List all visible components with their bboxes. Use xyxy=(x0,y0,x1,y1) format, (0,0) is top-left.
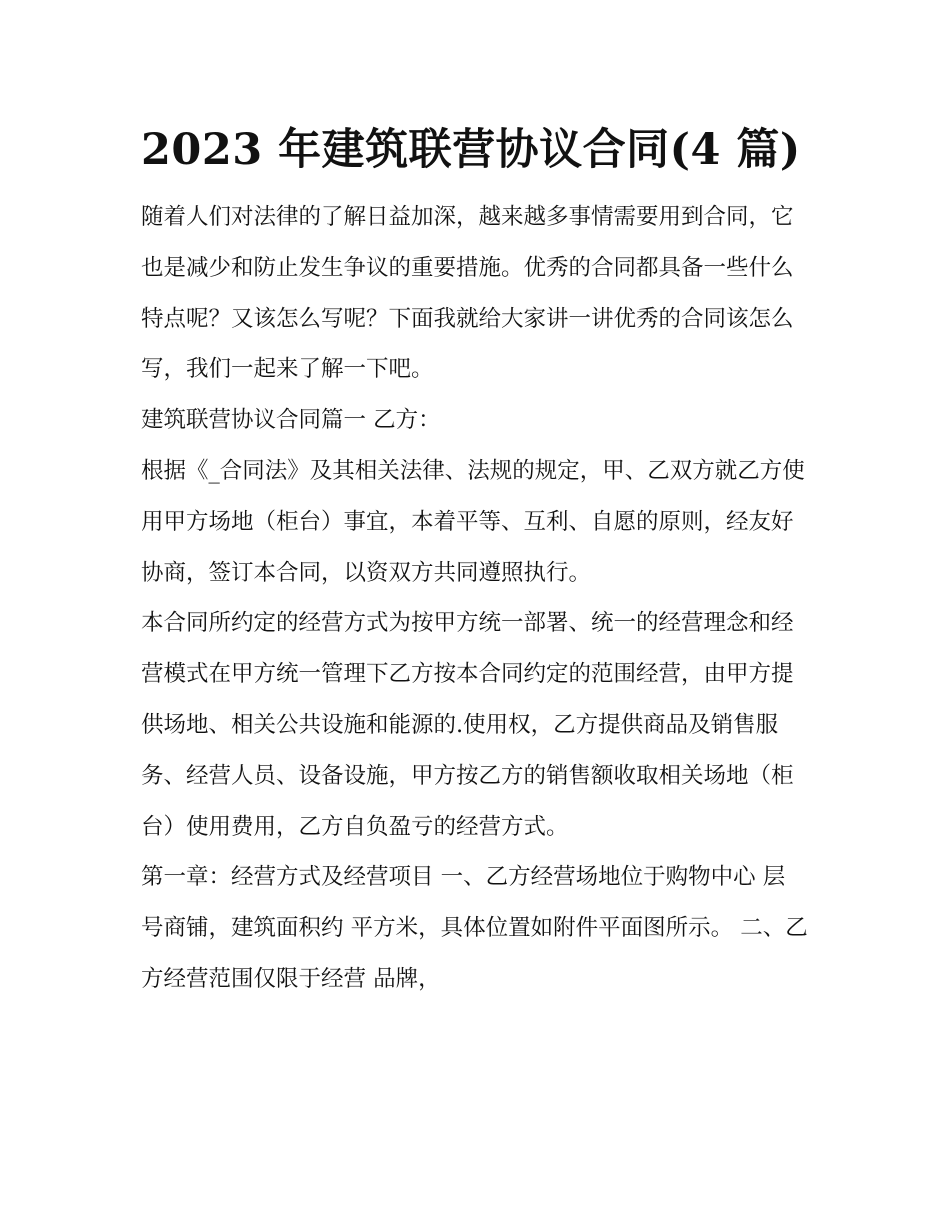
document-body xyxy=(141,118,813,1005)
paragraph-business-mode: 本合同所约定的经营方式为按甲方统一部署、统一的经营理念和经营模式在甲方统一管理下乙方按本合同约定的范围经营，由甲方提供场地、相关公共设施和能源的.使用权，乙方提供商品及销售服务、经营人员、设备设施，甲方按乙方的销售额收取相关场地（柜台）使用费用，乙方自负盈亏的经营方式。 xyxy=(141,610,794,840)
paragraph-chapter-one: 第一章：经营方式及经营项目 一、乙方经营场地位于购物中心 层 号商铺，建筑面积约 平方米，具体位置如附件平面图所示。 二、乙方经营范围仅限于经营 品牌， xyxy=(141,864,808,992)
paragraph-section-heading: 建筑联营协议合同篇一 乙方： xyxy=(141,407,441,434)
paragraph-legal-basis: 根据《_合同法》及其相关法律、法规的规定，甲、乙双方就乙方使用甲方场地（柜台）事宜，本着平等、互利、自愿的原则，经友好协商，签订本合同，以资双方共同遵照执行。 xyxy=(141,457,805,586)
paragraph-intro: 随着人们对法律的了解日益加深，越来越多事情需要用到合同，它也是减少和防止发生争议的重要措施。优秀的合同都具备一些什么特点呢？又该怎么写呢？下面我就给大家讲一讲优秀的合同该怎么写，我们一起来了解一下吧。 xyxy=(141,204,794,383)
document-title: 2023 年建筑联营协议合同(4 篇) xyxy=(141,125,801,175)
